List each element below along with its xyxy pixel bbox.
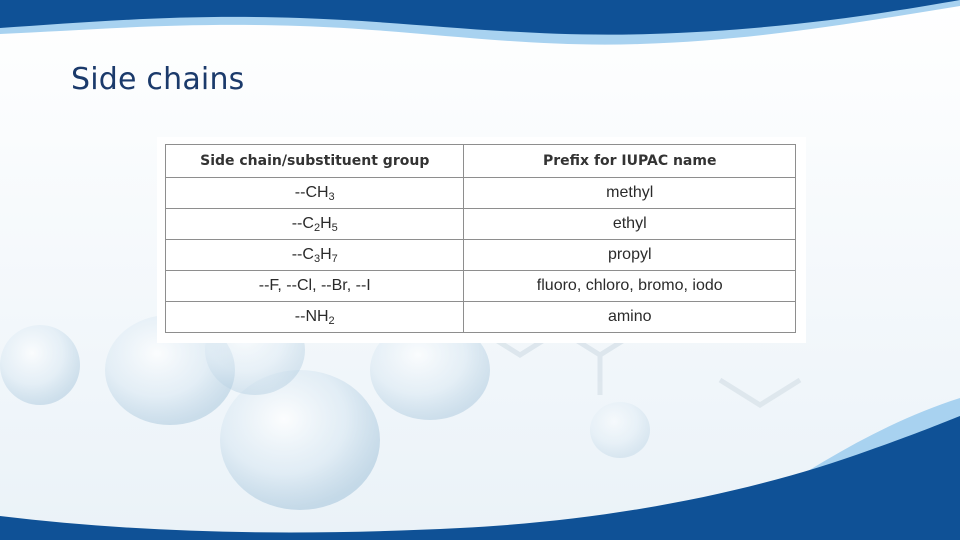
table-image <box>157 137 806 343</box>
side-chain-formula: $--C_3H_7$ <box>166 240 464 271</box>
table-row <box>166 178 796 209</box>
side-chain-formula: $--C_2H_5$ <box>166 209 464 240</box>
header-side-chain: Side chain/substituent group <box>166 145 464 178</box>
side-chain-formula: --F, --Cl, --Br, --I <box>166 271 464 302</box>
header-prefix: Prefix for IUPAC name <box>464 145 796 178</box>
side-chain-formula: $--CH_3$ <box>166 178 464 209</box>
prefix-name: propyl <box>464 240 796 271</box>
side-chain-table <box>165 144 796 333</box>
prefix-name: amino <box>464 302 796 333</box>
table-row <box>166 302 796 333</box>
table-row <box>166 271 796 302</box>
table-header-row <box>166 145 796 178</box>
prefix-name: ethyl <box>464 209 796 240</box>
slide-title: Side chains <box>71 62 245 97</box>
table-row <box>166 209 796 240</box>
prefix-name: fluoro, chloro, bromo, iodo <box>464 271 796 302</box>
table-row <box>166 240 796 271</box>
side-chain-formula: $--NH_2$ <box>166 302 464 333</box>
prefix-name: methyl <box>464 178 796 209</box>
